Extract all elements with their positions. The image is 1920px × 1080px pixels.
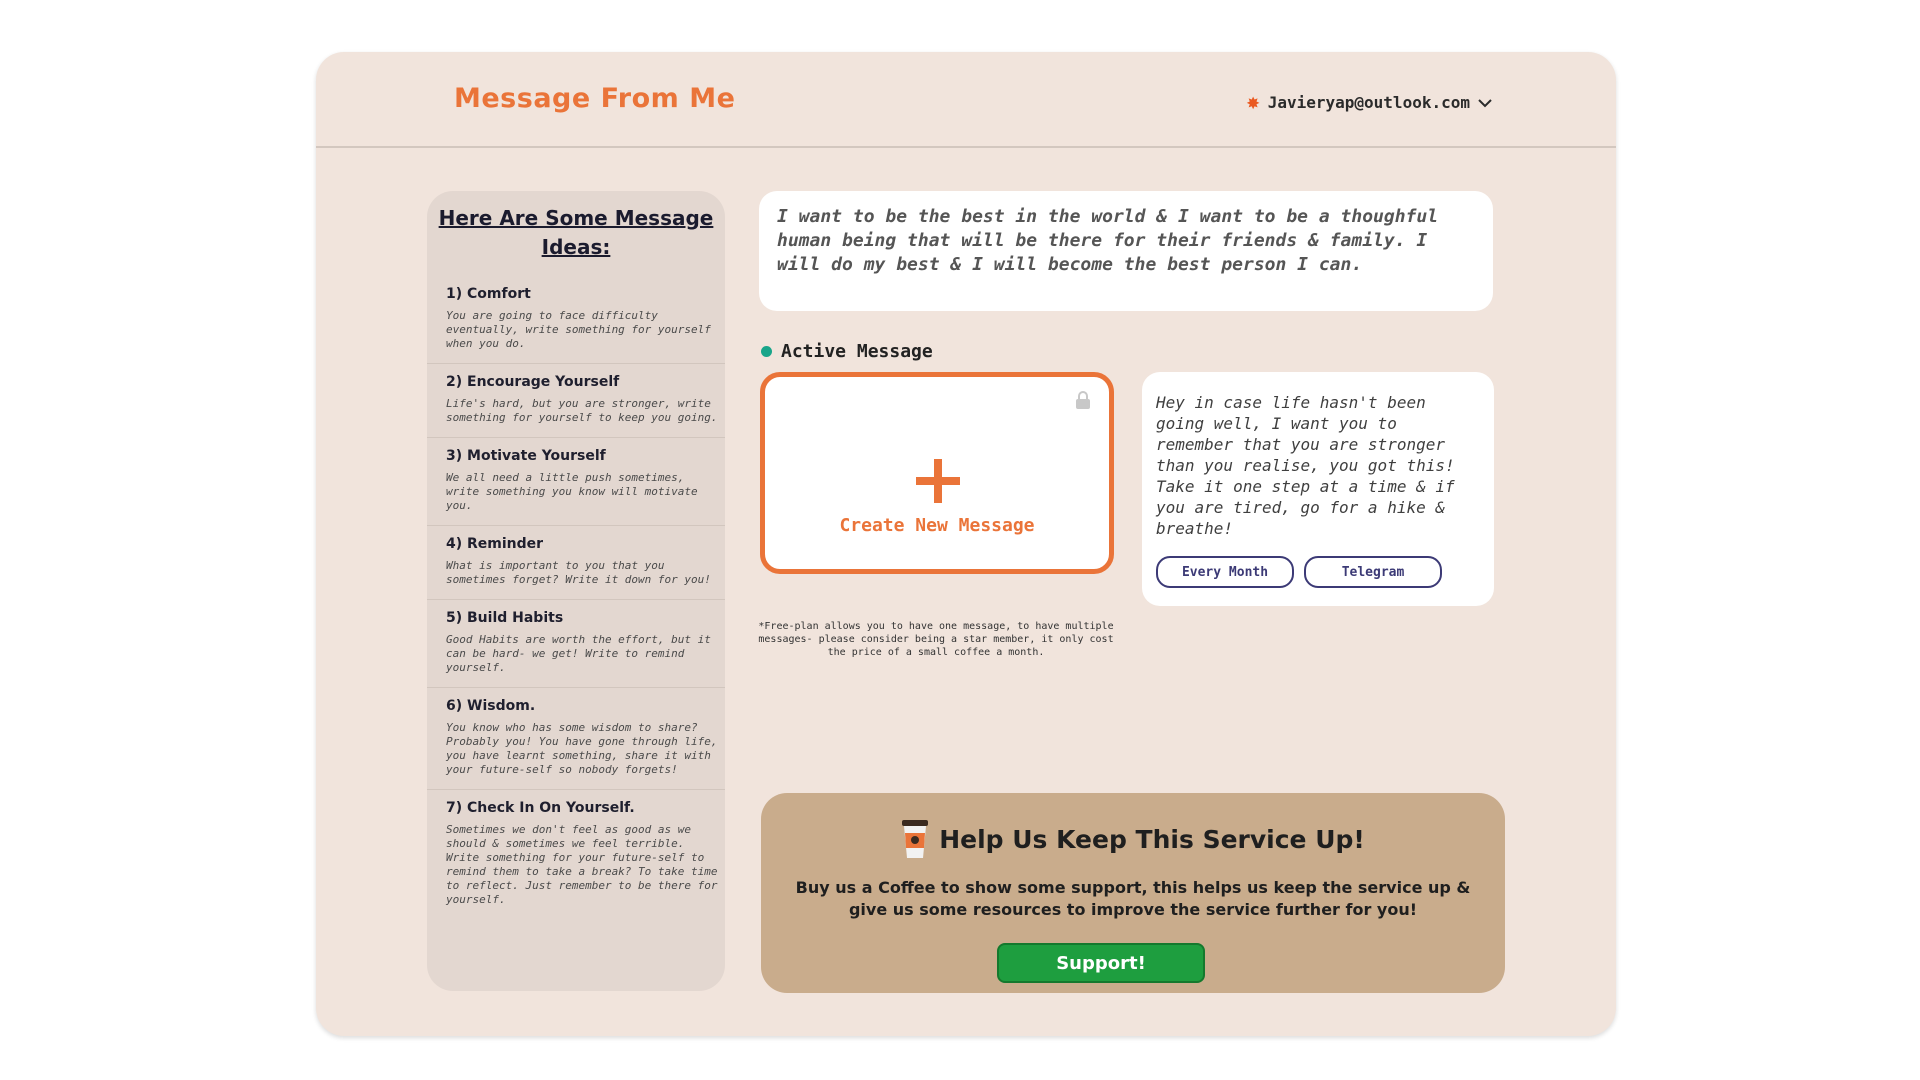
message-settings <box>1156 556 1442 588</box>
support-title: Help Us Keep This Service Up! <box>939 824 1365 854</box>
idea-item <box>427 526 725 600</box>
app-window <box>316 52 1616 1036</box>
star-member-icon: ✸ <box>1246 89 1260 115</box>
plus-icon <box>916 459 960 503</box>
idea-item <box>427 688 725 790</box>
ideas-title: Here Are Some Message Ideas: <box>438 206 714 259</box>
idea-description: You know who has some wisdom to share? Probably you! You have gone through life, you have learnt something, share it with your future-self so nobody forgets! <box>446 721 718 776</box>
support-banner <box>761 793 1505 993</box>
lock-icon <box>1075 391 1091 409</box>
idea-description: You are going to face difficulty eventually, write something for yourself when you do. <box>446 309 711 350</box>
channel-button[interactable]: Telegram <box>1304 556 1442 588</box>
idea-description: Sometimes we don't feel as good as we should & sometimes we feel terrible. Write something for your future-self to remind them to take a break? To take time to reflect. Just remember to be there for yourself. <box>446 823 718 906</box>
idea-heading: 3) Motivate Yourself <box>446 448 606 464</box>
active-status-dot <box>761 346 772 357</box>
idea-heading: 4) Reminder <box>446 536 544 552</box>
message-ideas-panel <box>427 191 725 991</box>
support-description: Buy us a Coffee to show some support, this helps us keep the service up & give us some resources to improve the service further for you! <box>795 878 1471 919</box>
idea-item <box>427 438 725 526</box>
personal-quote[interactable]: I want to be the best in the world & I want to be a thoughful human being that will be there for their friends & family. I will do my best & I will become the best person I can. <box>759 191 1493 311</box>
support-button[interactable]: Support! <box>997 943 1205 983</box>
idea-description: Good Habits are worth the effort, but it can be hard- we get! Write to remind yourself. <box>446 633 711 674</box>
idea-heading: 5) Build Habits <box>446 610 564 626</box>
idea-item <box>427 364 725 438</box>
idea-description: What is important to you that you sometimes forget? Write it down for you! <box>446 559 711 586</box>
idea-heading: 6) Wisdom. <box>446 698 536 714</box>
idea-heading: 7) Check In On Yourself. <box>446 800 635 816</box>
header <box>316 52 1616 148</box>
active-message-text: Hey in case life hasn't been going well, I want you to remember that you are stronger than you realise, you got this! Take it one step at a time & if you are tired, go for a hike & breathe! <box>1156 393 1455 538</box>
idea-description: Life's hard, but you are stronger, write something for yourself to keep you going. <box>446 397 718 424</box>
account-email: Javieryap@outlook.com <box>1267 93 1470 112</box>
idea-item <box>427 276 725 364</box>
free-plan-note: *Free-plan allows you to have one message, to have multiple messages- please consider being a star member, it only cost the price of a small coffee a month. <box>758 621 1114 658</box>
idea-heading: 1) Comfort <box>446 286 531 302</box>
create-new-message-button[interactable] <box>760 372 1114 574</box>
support-title-row <box>761 819 1505 859</box>
coffee-cup-icon <box>901 819 929 859</box>
active-message-label <box>761 341 933 362</box>
create-new-message-label: Create New Message <box>839 515 1035 536</box>
active-message-card[interactable] <box>1142 372 1494 606</box>
chevron-down-icon <box>1478 98 1492 108</box>
idea-heading: 2) Encourage Yourself <box>446 374 620 390</box>
idea-item <box>427 600 725 688</box>
active-message-title: Active Message <box>781 341 933 362</box>
idea-description: We all need a little push sometimes, write something you know will motivate you. <box>446 471 698 512</box>
idea-item <box>427 790 725 919</box>
account-menu[interactable] <box>1246 89 1492 115</box>
frequency-button[interactable]: Every Month <box>1156 556 1294 588</box>
brand-logo[interactable]: Message From Me <box>454 83 736 114</box>
